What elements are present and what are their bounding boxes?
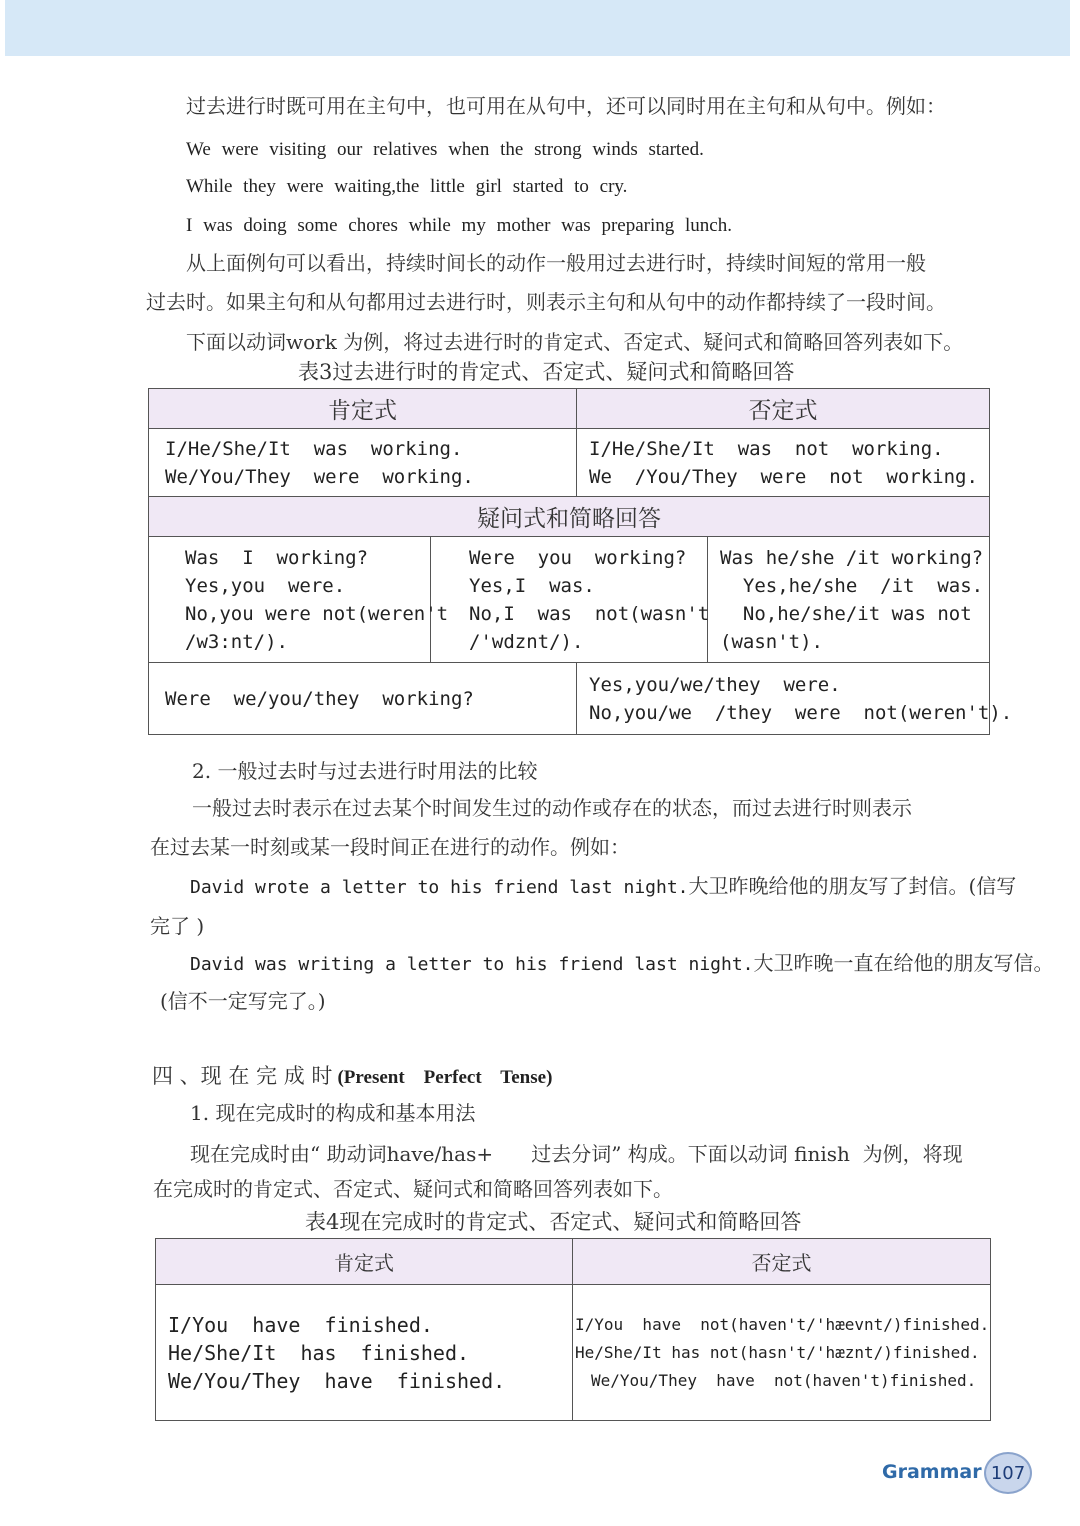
david-example-2-cn: 大卫昨晚一直在给他的朋友写信。 bbox=[753, 951, 1054, 975]
table3-q1-line: Yes,you were. bbox=[185, 574, 346, 597]
table4-affirmative-line: We/You/They have finished. bbox=[168, 1368, 506, 1393]
table4-affirmative-line: I/You have finished. bbox=[168, 1312, 433, 1337]
david-example-1-cont: 完了 ) bbox=[150, 914, 205, 938]
table4-negative-line: He/She/It has not(hasn't/'hæznt/)finished. bbox=[575, 1342, 980, 1362]
table3-head-question: 疑问式和简略回答 bbox=[149, 497, 990, 537]
section2-line-1: 一般过去时表示在过去某个时间发生过的动作或存在的状态，而过去进行时则表示 bbox=[192, 796, 912, 820]
table3-negative-line: I/He/She/It was not working. bbox=[589, 437, 944, 460]
section4-heading-en: (Present Perfect Tense) bbox=[337, 1067, 553, 1088]
section4-sub1: 1. 现在完成时的构成和基本用法 bbox=[190, 1101, 476, 1125]
table3-question-cell-1 bbox=[149, 537, 449, 663]
david-example-1-en: David wrote a letter to his friend last night. bbox=[190, 877, 689, 898]
table3 bbox=[148, 388, 1013, 735]
table3-q1-line: /w3:nt/). bbox=[185, 630, 288, 653]
table3-q2-line: Were you working? bbox=[469, 546, 687, 569]
table4 bbox=[155, 1238, 991, 1421]
table3-q2-line: /'wdznt/). bbox=[469, 630, 584, 653]
example-sentence-3: I was doing some chores while my mother was preparing lunch. bbox=[186, 215, 732, 236]
table3-affirmative-line: We/You/They were working. bbox=[165, 465, 474, 488]
section4-heading-cn: 四 、现 在 完 成 时 bbox=[152, 1064, 333, 1088]
section4-heading bbox=[152, 1060, 552, 1090]
table4-caption: 表4现在完成时的肯定式、否定式、疑问式和简略回答 bbox=[305, 1210, 802, 1234]
table3-question-cell-2 bbox=[431, 537, 708, 663]
table3-question-cell-3 bbox=[708, 537, 990, 663]
table4-negative-cell bbox=[573, 1285, 991, 1421]
table3-q3-line: Was he/she /it working? bbox=[720, 546, 984, 569]
table3-q4-answer-line: No,you/we /they were not(weren't). bbox=[589, 701, 1013, 724]
table4-negative-line: We/You/They have not(haven't)finished. bbox=[591, 1370, 977, 1390]
table3-q3-line: No,he/she/it was not bbox=[720, 602, 972, 625]
page-number-badge: 107 bbox=[984, 1452, 1032, 1494]
table3-q4-answer-line: Yes,you/we/they were. bbox=[589, 673, 841, 696]
section2-title: 2. 一般过去时与过去进行时用法的比较 bbox=[192, 759, 538, 783]
table3-negative-cell bbox=[577, 429, 990, 497]
david-example-2-cont: (信不一定写完了。) bbox=[160, 989, 326, 1013]
table3-q2-line: Yes,I was. bbox=[469, 574, 595, 597]
footer-section-label: Grammar bbox=[882, 1461, 982, 1483]
david-example-1-cn: 大卫昨晚给他的朋友写了封信。(信写 bbox=[688, 874, 1017, 898]
david-example-2-en: David was writing a letter to his friend last night. bbox=[190, 954, 754, 975]
section4-text-1: 现在完成时由“ 助动词have/has+ 过去分词” 构成。下面以动词 finish 为例，将现 bbox=[190, 1142, 963, 1166]
table4-negative-line: I/You have not(haven't/'hæevnt/)finished. bbox=[575, 1314, 990, 1334]
table4-affirmative-cell bbox=[156, 1285, 573, 1421]
table3-affirmative-line: I/He/She/It was working. bbox=[165, 437, 463, 460]
section2-line-2: 在过去某一时刻或某一段时间正在进行的动作。例如： bbox=[150, 835, 630, 859]
david-example-2 bbox=[190, 947, 1054, 976]
table3-q1-line: Was I working? bbox=[185, 546, 369, 569]
section4-text-2: 在完成时的肯定式、否定式、疑问式和简略回答列表如下。 bbox=[153, 1177, 673, 1201]
table4-affirmative-line: He/She/It has finished. bbox=[168, 1340, 470, 1365]
explain-line-2: 过去时。如果主句和从句都用过去进行时，则表示主句和从句中的动作都持续了一段时间。 bbox=[146, 290, 946, 314]
table3-negative-line: We /You/They were not working. bbox=[589, 465, 978, 488]
table3-q1-line: No,you were not(weren't bbox=[185, 602, 449, 625]
table3-q2-line: No,I was not(wasn't bbox=[469, 602, 710, 625]
top-header-band bbox=[5, 0, 1070, 56]
table3-head-negative: 否定式 bbox=[577, 389, 990, 429]
table3-answer-cell-4 bbox=[577, 663, 1013, 735]
david-example-1 bbox=[190, 870, 1016, 899]
intro-paragraph: 过去进行时既可用在主句中，也可用在从句中，还可以同时用在主句和从句中。例如： bbox=[186, 94, 946, 118]
table4-head-negative: 否定式 bbox=[573, 1239, 991, 1285]
table3-q3-line: (wasn't). bbox=[720, 630, 823, 653]
explain-line-3: 下面以动词work 为例，将过去进行时的肯定式、否定式、疑问式和简略回答列表如下。 bbox=[186, 330, 964, 354]
table3-q4-line: Were we/you/they working? bbox=[165, 687, 474, 710]
example-sentence-2: While they were waiting,the little girl started to cry. bbox=[186, 176, 628, 197]
example-sentence-1: We were visiting our relatives when the strong winds started. bbox=[186, 139, 704, 160]
table4-head-affirmative: 肯定式 bbox=[156, 1239, 573, 1285]
table3-q3-line: Yes,he/she /it was. bbox=[720, 574, 984, 597]
table3-head-affirmative: 肯定式 bbox=[149, 389, 577, 429]
table3-question-cell-4 bbox=[149, 663, 577, 735]
explain-line-1: 从上面例句可以看出，持续时间长的动作一般用过去进行时，持续时间短的常用一般 bbox=[186, 251, 926, 275]
table3-affirmative-cell bbox=[149, 429, 577, 497]
table3-caption: 表3过去进行时的肯定式、否定式、疑问式和简略回答 bbox=[298, 360, 795, 384]
